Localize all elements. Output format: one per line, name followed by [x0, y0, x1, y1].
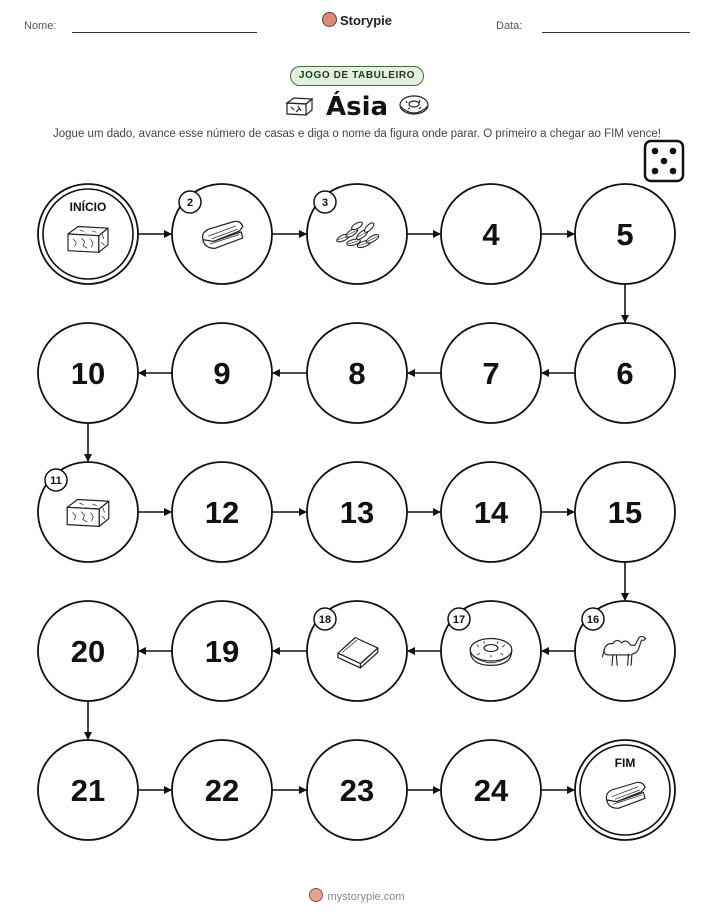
board-square-2	[172, 184, 272, 284]
date-label: Data:	[496, 20, 523, 32]
board-square-14	[441, 462, 541, 562]
board-square-3	[307, 184, 407, 284]
square-number-label: 2	[186, 197, 194, 209]
square-number: 15	[607, 495, 643, 530]
square-number: 7	[482, 356, 500, 391]
square-number: 21	[70, 773, 106, 808]
brand-name: Storypie	[339, 13, 392, 28]
game-type-badge: JOGO DE TABULEIRO	[290, 66, 424, 86]
square-number: 13	[339, 495, 375, 530]
square-number: 23	[339, 773, 375, 808]
board-square-20	[38, 601, 138, 701]
board-square-8	[307, 323, 407, 423]
footer-mascot-icon	[309, 888, 323, 902]
square-number: 12	[204, 495, 240, 530]
square-number-label: 18	[318, 614, 332, 626]
square-number-label: 11	[50, 475, 62, 487]
board-square-5	[575, 184, 675, 284]
square-number: 5	[616, 217, 634, 252]
square-number: 9	[213, 356, 231, 391]
square-number-label: 3	[321, 197, 329, 209]
board-square-17	[441, 601, 541, 701]
dice-five-icon	[643, 139, 685, 183]
board-square-6	[575, 323, 675, 423]
board-square-19	[172, 601, 272, 701]
square-number: 14	[473, 495, 509, 530]
instructions: Jogue um dado, avance esse número de casas e diga o nome da figura onde parar. O primeiro a chegar ao FIM vence!	[53, 128, 661, 140]
board-square-16	[575, 601, 675, 701]
start-label: INÍCIO	[69, 200, 107, 214]
square-number: 6	[616, 356, 634, 391]
board-square-15	[575, 462, 675, 562]
title-text: Ásia	[325, 92, 389, 122]
dessert-cube-icon	[67, 500, 109, 527]
board-square-10	[38, 323, 138, 423]
square-number: 8	[348, 356, 366, 391]
square-number: 24	[473, 773, 509, 808]
board-square-24	[441, 740, 541, 840]
finish-label: FIM	[614, 756, 636, 770]
board-square-11	[38, 462, 138, 562]
square-number-label: 16	[586, 614, 600, 626]
board-square-22	[172, 740, 272, 840]
board-square-4	[441, 184, 541, 284]
start-square	[38, 184, 138, 284]
square-number-label: 17	[452, 614, 466, 626]
finish-square	[575, 740, 675, 840]
square-number: 10	[70, 356, 106, 391]
board-square-18	[307, 601, 407, 701]
board-square-23	[307, 740, 407, 840]
square-number: 20	[70, 634, 106, 669]
footer	[0, 888, 714, 903]
footer-url[interactable]: mystorypie.com	[327, 891, 405, 903]
board-square-21	[38, 740, 138, 840]
name-label: Nome:	[24, 20, 57, 32]
square-number: 4	[482, 217, 500, 252]
dessert-cube-icon	[68, 227, 108, 253]
board-square-7	[441, 323, 541, 423]
square-number: 19	[204, 634, 240, 669]
square-number: 22	[204, 773, 240, 808]
ring-cake-icon	[470, 639, 512, 666]
board-square-12	[172, 462, 272, 562]
board-square-9	[172, 323, 272, 423]
board-square-13	[307, 462, 407, 562]
